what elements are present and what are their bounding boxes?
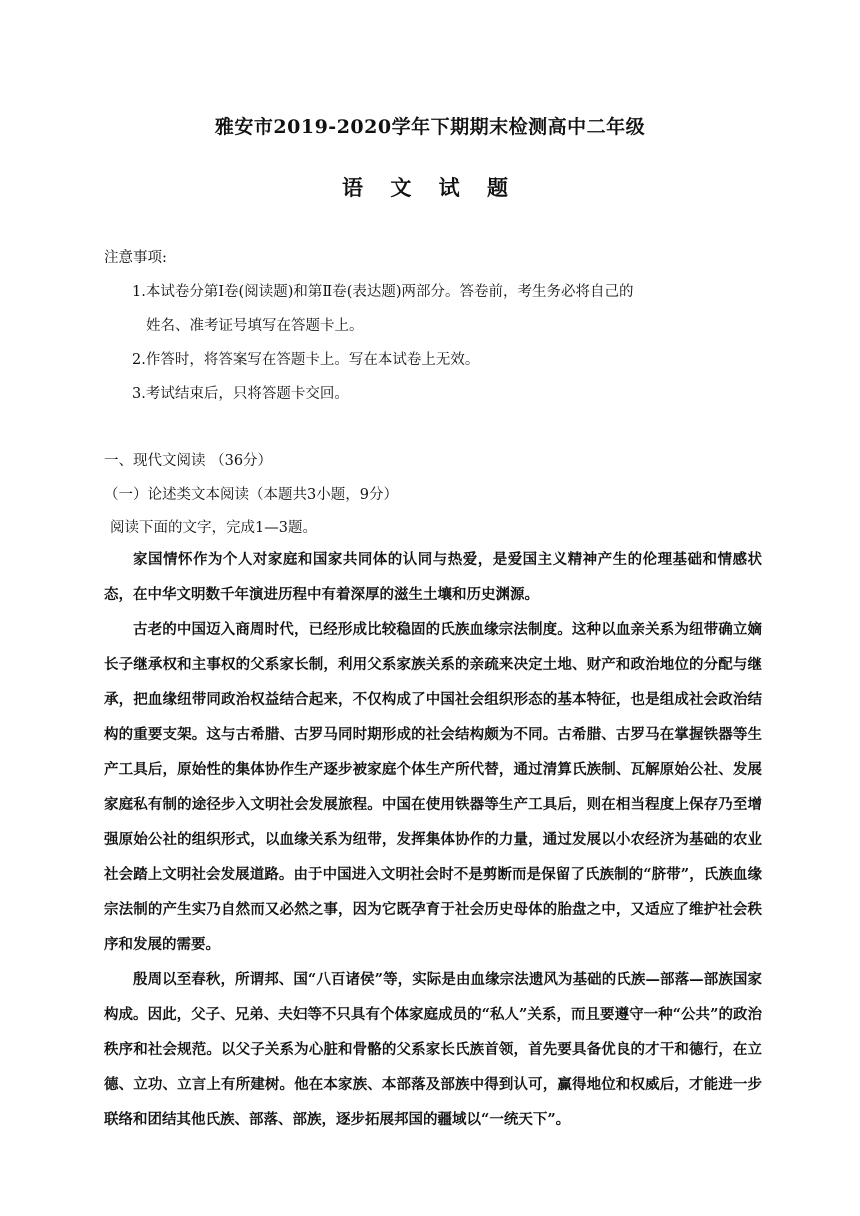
section-title: 一、现代文阅读 （36分） xyxy=(104,453,273,469)
notice-item-1-cont: 姓名、准考证号填写在答题卡上。 xyxy=(146,318,364,334)
subject-title: 语 文 试 题 xyxy=(342,175,518,200)
notice-heading: 注意事项: xyxy=(104,250,167,266)
reading-passage xyxy=(104,542,762,1137)
passage-paragraph-3: 殷周以至春秋，所谓邦、国“八百诸侯”等，实际是由血缘宗法遗风为基础的氏族—部落—部族国家构成。因此，父子、兄弟、夫妇等不只具有个体家庭成员的“私人”关系，而且要遵守一种“公共”的政治秩序和社会规范。以父子关系为心脏和骨骼的父系家长氏族首领，首先要具备优良的才干和德行，在立德、立功、立言上有所建树。他在本家族、本部落及部族中得到认可，赢得地位和权威后，才能进一步联络和团结其他氏族、部落、部族，逐步拓展邦国的疆域以“一统天下”。 xyxy=(104,971,762,1128)
section-subtitle: （一）论述类文本阅读（本题共3小题，9分） xyxy=(104,487,398,503)
reading-instruction: 阅读下面的文字，完成1—3题。 xyxy=(110,520,317,536)
notice-item-2: 2.作答时，将答案写在答题卡上。写在本试卷上无效。 xyxy=(132,352,480,368)
exam-title: 雅安市2019-2020学年下期期末检测高中二年级 xyxy=(214,116,646,138)
passage-paragraph-1: 家国情怀作为个人对家庭和国家共同体的认同与热爱，是爱国主义精神产生的伦理基础和情感状态，在中华文明数千年演进历程中有着深厚的滋生土壤和历史渊源。 xyxy=(104,551,762,603)
notice-item-1: 1.本试卷分第Ⅰ卷(阅读题)和第Ⅱ卷(表达题)两部分。答卷前，考生务必将自己的 xyxy=(132,284,634,300)
passage-paragraph-2: 古老的中国迈入商周时代，已经形成比较稳固的氏族血缘宗法制度。这种以血亲关系为纽带确立嫡长子继承权和主事权的父系家长制，利用父系家族关系的亲疏来决定土地、财产和政治地位的分配与继承，把血缘纽带同政治权益结合起来，不仅构成了中国社会组织形态的基本特征，也是组成社会政治结构的重要支架。这与古希腊、古罗马同时期形成的社会结构颇为不同。古希腊、古罗马在掌握铁器等生产工具后，原始性的集体协作生产逐步被家庭个体生产所代替，通过清算氏族制、瓦解原始公社、发展家庭私有制的途径步入文明社会发展旅程。中国在使用铁器等生产工具后，则在相当程度上保存乃至增强原始公社的组织形式，以血缘关系为纽带，发挥集体协作的力量，通过发展以小农经济为基础的农业社会踏上文明社会发展道路。由于中国进入文明社会时不是剪断而是保留了氏族制的“脐带”，氏族血缘宗法制的产生实乃自然而又必然之事，因为它既孕育于社会历史母体的胎盘之中，又适应了维护社会秩序和发展的需要。 xyxy=(104,621,762,953)
notice-item-3: 3.考试结束后，只将答题卡交回。 xyxy=(132,386,349,402)
